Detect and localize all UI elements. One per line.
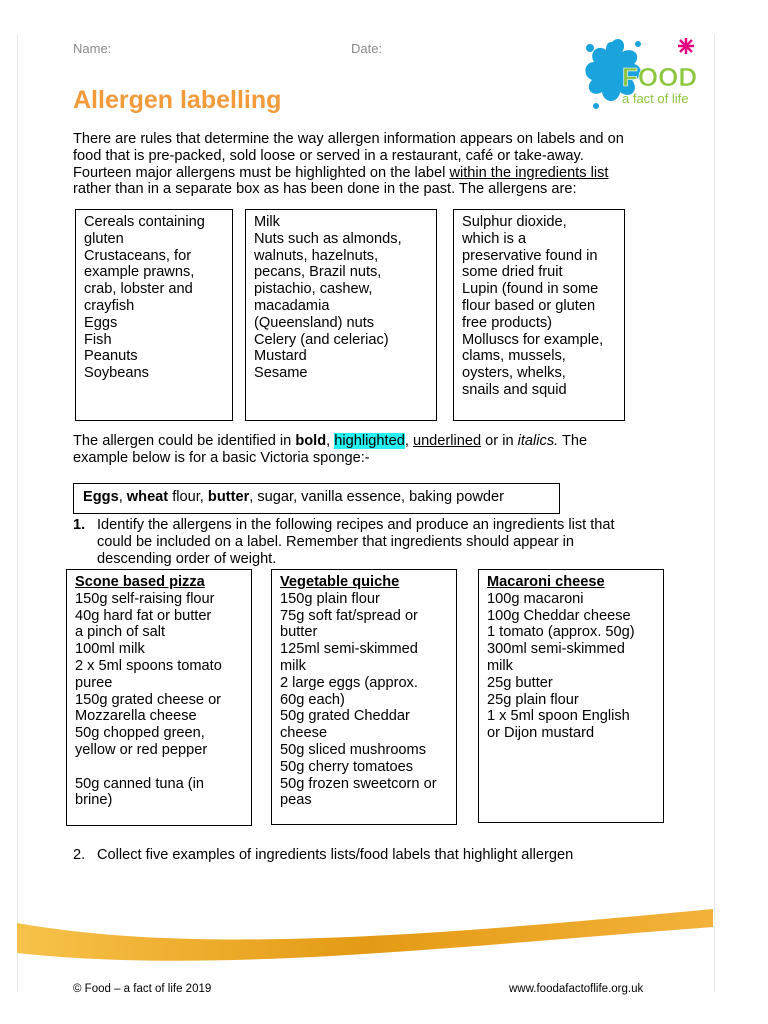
allergen-item: macadamia [254, 297, 330, 314]
recipe-ingredient: milk [280, 657, 306, 674]
example-text: , [118, 489, 127, 505]
allergen-box-2 [245, 209, 437, 421]
example-text: , sugar, vanilla essence, baking powder [249, 489, 505, 505]
recipe-ingredient: 100g macaroni [487, 590, 584, 607]
recipe-title: Scone based pizza [75, 574, 205, 590]
recipe-ingredient: 1 x 5ml spoon English [487, 708, 630, 725]
allergen-item: snails and squid [462, 381, 567, 398]
allergen-item: Mustard [254, 348, 307, 365]
allergen-item: gluten [84, 230, 124, 247]
page-title: Allergen labelling [73, 86, 282, 114]
allergen-item: Soybeans [84, 365, 149, 382]
intro-line [73, 165, 673, 182]
recipe-title: Macaroni cheese [487, 574, 605, 590]
allergen-item: (Queensland) nuts [254, 314, 375, 331]
recipe-ingredient: brine) [75, 792, 113, 809]
question-2-text: Collect five examples of ingredients lists/food labels that highlight allergen [97, 847, 574, 863]
allergen-item: Eggs [84, 314, 118, 331]
logo-food-text: FOOD [622, 62, 698, 92]
identify-sep: , [404, 433, 413, 449]
intro-line: food that is pre-packed, sold loose or served in a restaurant, café or take-away. [73, 147, 584, 164]
recipe-box-macaroni-cheese [478, 569, 664, 823]
identify-text: The [558, 433, 588, 449]
allergen-item: Nuts such as almonds, [254, 230, 402, 247]
recipe-ingredient: 25g plain flour [487, 691, 579, 708]
recipe-ingredient: 150g grated cheese or [75, 691, 222, 708]
recipe-ingredient: 150g plain flour [280, 590, 380, 607]
allergen-item: crayfish [84, 297, 135, 314]
eggs-allergen: Eggs [83, 489, 119, 505]
recipe-ingredient: a pinch of salt [75, 624, 166, 641]
recipe-box-vegetable-quiche [271, 569, 457, 825]
intro-line-text: Fourteen major allergens must be highlighted on the label [73, 164, 450, 181]
ingredients-list-underline: within the ingredients list [449, 164, 609, 181]
recipe-ingredient: Mozzarella cheese [75, 708, 197, 725]
recipe-ingredient: cheese [280, 725, 328, 742]
question-2-number: 2. [73, 847, 86, 863]
recipe-ingredient: 125ml semi-skimmed [280, 641, 418, 658]
allergen-item: pistachio, cashew, [254, 281, 373, 298]
recipe-ingredient: 50g canned tuna (in [75, 775, 205, 792]
logo-splash-icon [582, 34, 712, 118]
identify-line [73, 433, 683, 450]
name-label: Name: [73, 41, 112, 56]
recipe-box-scone-pizza [66, 569, 252, 826]
allergen-item: crab, lobster and [84, 281, 193, 298]
recipe-ingredient: 50g cherry tomatoes [280, 758, 414, 775]
recipe-ingredient: 60g each) [280, 691, 345, 708]
recipe-ingredient: puree [75, 674, 113, 691]
allergen-item: Sesame [254, 365, 308, 382]
allergen-item: Lupin (found in some [462, 281, 599, 298]
recipe-ingredient: 2 x 5ml spoons tomato [75, 657, 222, 674]
butter-allergen: butter [207, 489, 250, 505]
identify-line: example below is for a basic Victoria sponge:- [73, 449, 370, 466]
allergen-item: Peanuts [84, 348, 138, 365]
recipe-ingredient: peas [280, 792, 312, 809]
identify-paragraph [73, 433, 683, 467]
intro-paragraph [73, 131, 673, 198]
recipe-ingredient: 1 tomato (approx. 50g) [487, 624, 635, 641]
allergen-item: example prawns, [84, 264, 195, 281]
recipe-ingredient: 25g butter [487, 674, 553, 691]
allergen-item: Molluscs for example, [462, 331, 604, 348]
allergen-item: oysters, whelks, [462, 365, 566, 382]
identify-sep: or in [481, 433, 518, 449]
allergen-item: some dried fruit [462, 264, 563, 281]
wheat-allergen: wheat [126, 489, 169, 505]
recipe-ingredient: 50g frozen sweetcorn or [280, 775, 437, 792]
footer-swoosh [17, 905, 713, 975]
allergen-box-3 [453, 209, 625, 421]
q1-line: Identify the allergens in the following recipes and produce an ingredients list that [97, 517, 615, 533]
q1-line: could be included on a label. Remember that ingredients should appear in [97, 533, 575, 550]
allergen-item: Celery (and celeriac) [254, 331, 389, 348]
allergen-item: free products) [462, 314, 553, 331]
recipe-ingredient: yellow or red pepper [75, 741, 208, 758]
recipe-title: Vegetable quiche [280, 574, 400, 590]
recipe-ingredient: 300ml semi-skimmed [487, 641, 625, 658]
victoria-sponge-example [73, 483, 560, 514]
allergen-box-1 [75, 209, 233, 421]
q1-line: descending order of weight. [97, 550, 277, 567]
allergen-item: Fish [84, 331, 112, 348]
bold-example: bold [295, 433, 327, 449]
recipe-ingredient: 100ml milk [75, 641, 145, 658]
example-ingredients [83, 489, 550, 506]
footer-website-link[interactable]: www.foodafactoflife.org.uk [509, 983, 644, 995]
allergen-item: which is a [462, 230, 527, 247]
recipe-ingredient: 75g soft fat/spread or [280, 607, 418, 624]
allergen-item: Milk [254, 214, 280, 230]
allergen-item: clams, mussels, [462, 348, 566, 365]
recipe-ingredient: 50g sliced mushrooms [280, 741, 427, 758]
example-text: flour, [168, 489, 208, 505]
question-1-number: 1. [73, 517, 86, 533]
recipe-ingredient: 40g hard fat or butter [75, 607, 212, 624]
recipe-ingredient: butter [280, 624, 318, 641]
recipe-ingredient [75, 759, 243, 776]
highlighted-example: highlighted [334, 433, 405, 449]
recipe-ingredient: 50g chopped green, [75, 725, 205, 742]
date-label: Date: [351, 41, 383, 56]
recipe-ingredient: 100g Cheddar cheese [487, 607, 631, 624]
question-1-text [97, 517, 657, 567]
food-a-fact-of-life-logo [582, 34, 712, 118]
allergen-item: Crustaceans, for [84, 247, 192, 264]
recipe-ingredient: or Dijon mustard [487, 725, 595, 742]
intro-line: There are rules that determine the way allergen information appears on labels and on [73, 131, 624, 147]
footer-copyright: © Food – a fact of life 2019 [73, 983, 212, 995]
recipe-ingredient: milk [487, 657, 513, 674]
italics-example: italics. [517, 433, 559, 449]
allergen-item: walnuts, hazelnuts, [254, 247, 379, 264]
recipe-ingredient: 2 large eggs (approx. [280, 674, 418, 691]
identify-text: The allergen could be identified in [73, 433, 296, 449]
allergen-item: Cereals containing [84, 214, 205, 230]
recipe-ingredient: 150g self-raising flour [75, 590, 215, 607]
underlined-example: underlined [412, 433, 482, 449]
allergen-item: Sulphur dioxide, [462, 214, 567, 230]
allergen-item: preservative found in [462, 247, 598, 264]
logo-tagline-text: a fact of life [622, 91, 689, 106]
swoosh-decoration-icon [17, 905, 713, 975]
allergen-item: flour based or gluten [462, 297, 596, 314]
recipe-ingredient: 50g grated Cheddar [280, 708, 410, 725]
allergen-item: pecans, Brazil nuts, [254, 264, 382, 281]
identify-sep: , [326, 433, 335, 449]
intro-line: rather than in a separate box as has been done in the past. The allergens are: [73, 181, 577, 198]
